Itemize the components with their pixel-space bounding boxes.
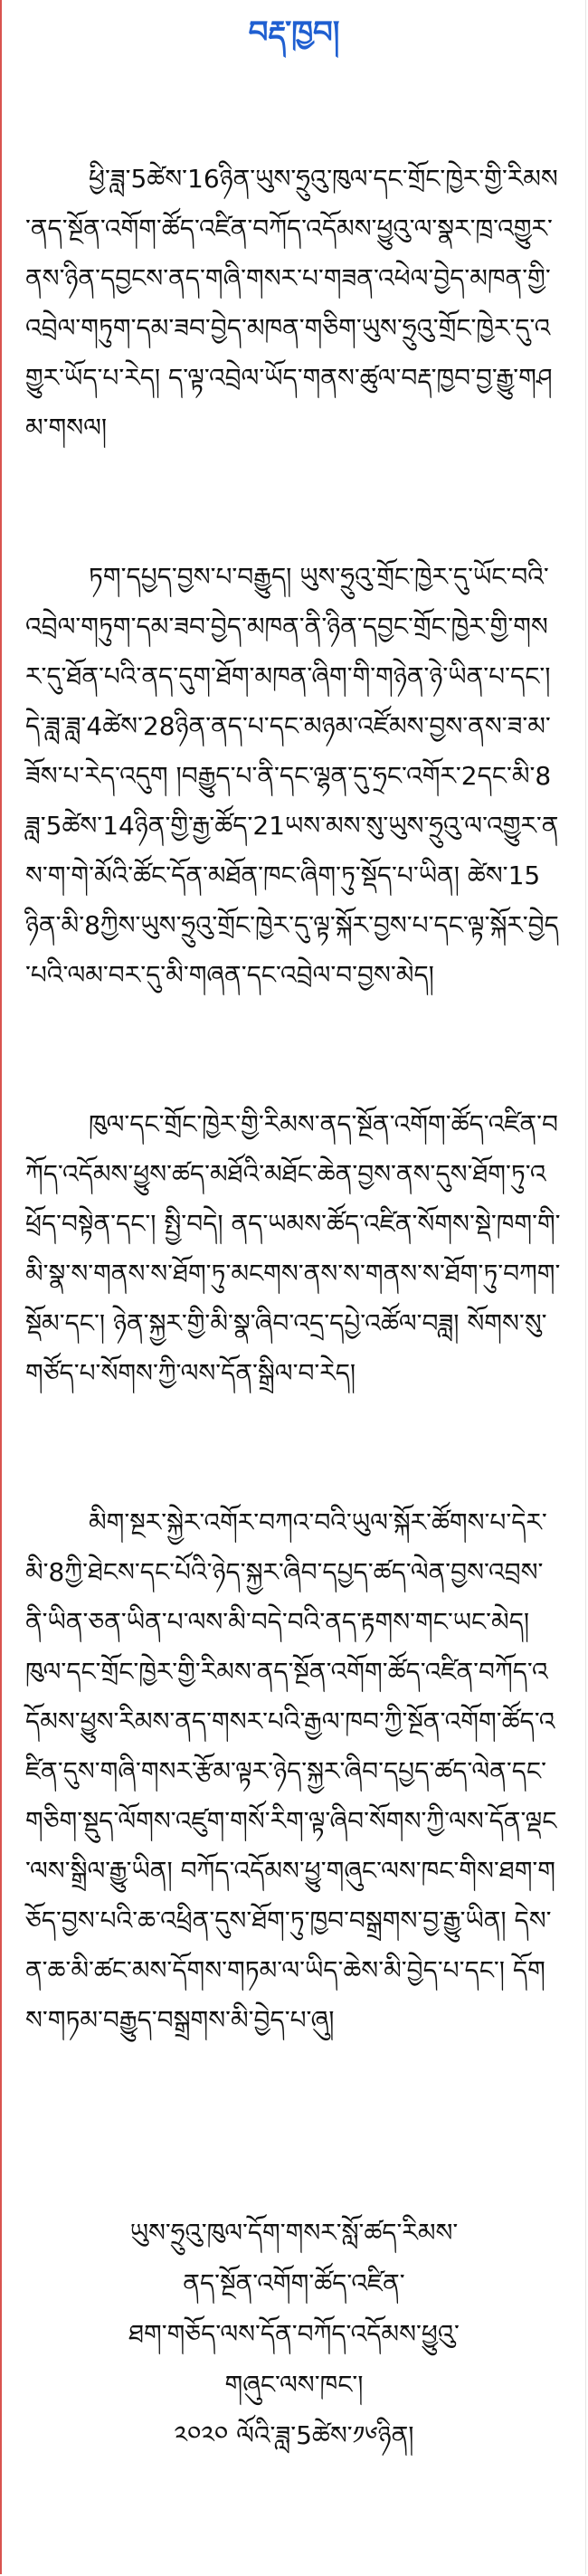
issuer-line-3: ཐག་གཅོད་ལས་དོན་བཀོད་འདོམས་ཕྱུའུ་ xyxy=(128,2319,460,2349)
page-title: བརྡ་ཁྱབ། xyxy=(248,14,340,51)
issuer-line-2: ནད་སྔོན་འགོག་ཚོད་འཛིན་ xyxy=(183,2268,405,2298)
paragraph-3: ཁུལ་དང་གྲོང་ཁྱེར་གྱི་རིམས་ནད་སྔོན་འགོག་ཚོད་འཛིན་བཀོད་འདོམས་ཕྱུས་ཚད་མཐོའི་མཐོང་ཆེན་བྱས་ནས་དུས་ཐོག་ཏུ་འཕྲོད་བསྟེན་དང་། སྤྱི་བདེ། ནད་ཡམས་ཚོད་འཛིན་སོགས་སྡེ་ཁག་གི་མི་སྣ་ས་གནས་ས་ཐོག་ཏུ་མངགས་ནས་ས་གནས་ས་ཐོག་ཏུ་བཀག་སྡོམ་དང་། ཉེན་སྐྱར་གྱི་མི་སྣ་ཞིབ་འདྲ་དཔྱེ་འཚོལ་བཟླ། སོགས་སུ་གཙོད་པ་སོགས་ཀྱི་ལས་དོན་སྒྲིལ་བ་རེད། xyxy=(25,1109,561,1388)
issue-date: ༢༠༢༠ ལོའི་ཟླ་5ཚེས་༡༦ཉིན། xyxy=(174,2420,414,2450)
signature-block xyxy=(27,2208,561,2461)
paragraph-4: མིག་སྔར་སྐྱེར་འགོར་བཀའ་བའི་ཡུལ་སྐོར་ཚོགས་པ་དེར་མི་8ཀྱི་ཐེངས་དང་པོའི་ཉེད་སྐྱར་ཞིབ་དཔྱད་ཚད་ལེན་བྱས་འབྲས་ནི་ཡིན་ཅན་ཡིན་པ་ལས་མི་བདེ་བའི་ནད་རྟགས་གང་ཡང་མེད། ཁུལ་དང་གྲོང་ཁྱེར་གྱི་རིམས་ནད་སྔོན་འགོག་ཚོད་འཛིན་བཀོད་འདོམས་ཕྱུས་རིམས་ནད་གསར་པའི་རྒྱལ་ཁབ་ཀྱི་སྔོན་འགོག་ཚོད་འཛིན་དུས་གཞི་གསར་རྩོམ་ལྟར་ཉེད་སྐྱར་ཞིབ་དཔྱད་ཚད་ལེན་དང་གཅིག་སྡུད་ལོགས་འཛུག་གསོ་རིག་ལྟ་ཞིབ་སོགས་ཀྱི་ལས་དོན་ལྡང་ལས་སྒྲིལ་རྒྱུ་ཡིན། བཀོད་འདོམས་ཕྱུ་གཞུང་ལས་ཁང་གིས་ཐག་གཅོད་བྱས་པའི་ཆ་འཕྲིན་དུས་ཐོག་ཏུ་ཁྱབ་བསྒྲགས་བྱ་རྒྱུ་ཡིན། དེས་ན་ཆ་མི་ཚང་མས་དོགས་གཏམ་ལ་ཡིད་ཆེས་མི་བྱེད་པ་དང་། དོགས་གཏམ་བརྒྱུད་བསྒྲགས་མི་བྱེད་པ་ཞུ། xyxy=(25,1507,557,2035)
paragraph-1: ཕྱི་ཟླ་5ཚེས་16ཉིན་ཡུས་ཧྲུའུ་ཁུལ་དང་གྲོང་ཁྱེར་གྱི་རིམས་ནད་སྔོན་འགོག་ཚོད་འཛིན་བཀོད་འདོམས་ཕྱུའུ་ལ་སྣར་ཁྲ་འགྱུར་ནས་ཉིན་དབྱངས་ནད་གཞི་གསར་པ་གཟན་འཕེལ་བྱེད་མཁན་གྱི་འབྲེལ་གཏུག་དམ་ཟབ་བྱེད་མཁན་གཅིག་ཡུས་ཧྲུའུ་གྲོང་ཁྱེར་དུ་འགྱུར་ཡོད་པ་རེད། ད་ལྟ་འབྲེལ་ཡོད་གནས་ཚུལ་བརྡ་ཁྱབ་བྱ་རྒྱུ་གཤམ་གསལ། xyxy=(25,164,558,442)
issuer-line-1: ཡུས་ཧྲུའུ་ཁུལ་དོག་གསར་སློ་ཚད་རིམས་ xyxy=(129,2218,459,2248)
notice-body xyxy=(25,54,561,2095)
issuer-line-4: གཞུང་ལས་ཁང་། xyxy=(224,2370,364,2400)
paragraph-2: ཏག་དཔྱད་བྱས་པ་བརྒྱུད། ཡུས་ཧྲུའུ་གྲོང་ཁྱེར་དུ་ཡོང་བའི་འབྲེལ་གཏུག་དམ་ཟབ་བྱེད་མཁན་ནི་ཉིན་དབྱང་གྲོང་ཁྱེར་གྱི་གསར་དུ་ཐོན་པའི་ནད་དུག་ཐོག་མཁན་ཞིག་གི་གཉེན་ཉེ་ཡིན་པ་དང་། དེ་ཟླ་ཟླ་4ཚེས་28ཉིན་ནད་པ་དང་མཉམ་འཛོམས་བྱས་ནས་ཟ་མ་ཟོས་པ་རེད་འདུག །བརྒྱུད་པ་ནི་དང་ལྷན་དུ་ཧྲང་འགོར་2དང་མི་8ཟླ་5ཚེས་14ཉིན་གྱི་རྒྱ་ཚོད་21ཡས་མས་སུ་ཡུས་ཧྲུའུ་ལ་འགྱུར་ནས་ག་གེ་མོའི་ཚོང་དོན་མཐོན་ཁང་ཞིག་ཏུ་སྡོད་པ་ཡིན། ཚེས་15ཉིན་མི་8ཀྱིས་ཡུས་ཧྲུའུ་གྲོང་ཁྱེར་དུ་ལྟ་སྐོར་བྱས་པ་དང་ལྟ་སྐོར་བྱེད་པའི་ལམ་བར་དུ་མི་གཞན་དང་འབྲེལ་བ་བྱས་མེད། xyxy=(25,562,559,990)
